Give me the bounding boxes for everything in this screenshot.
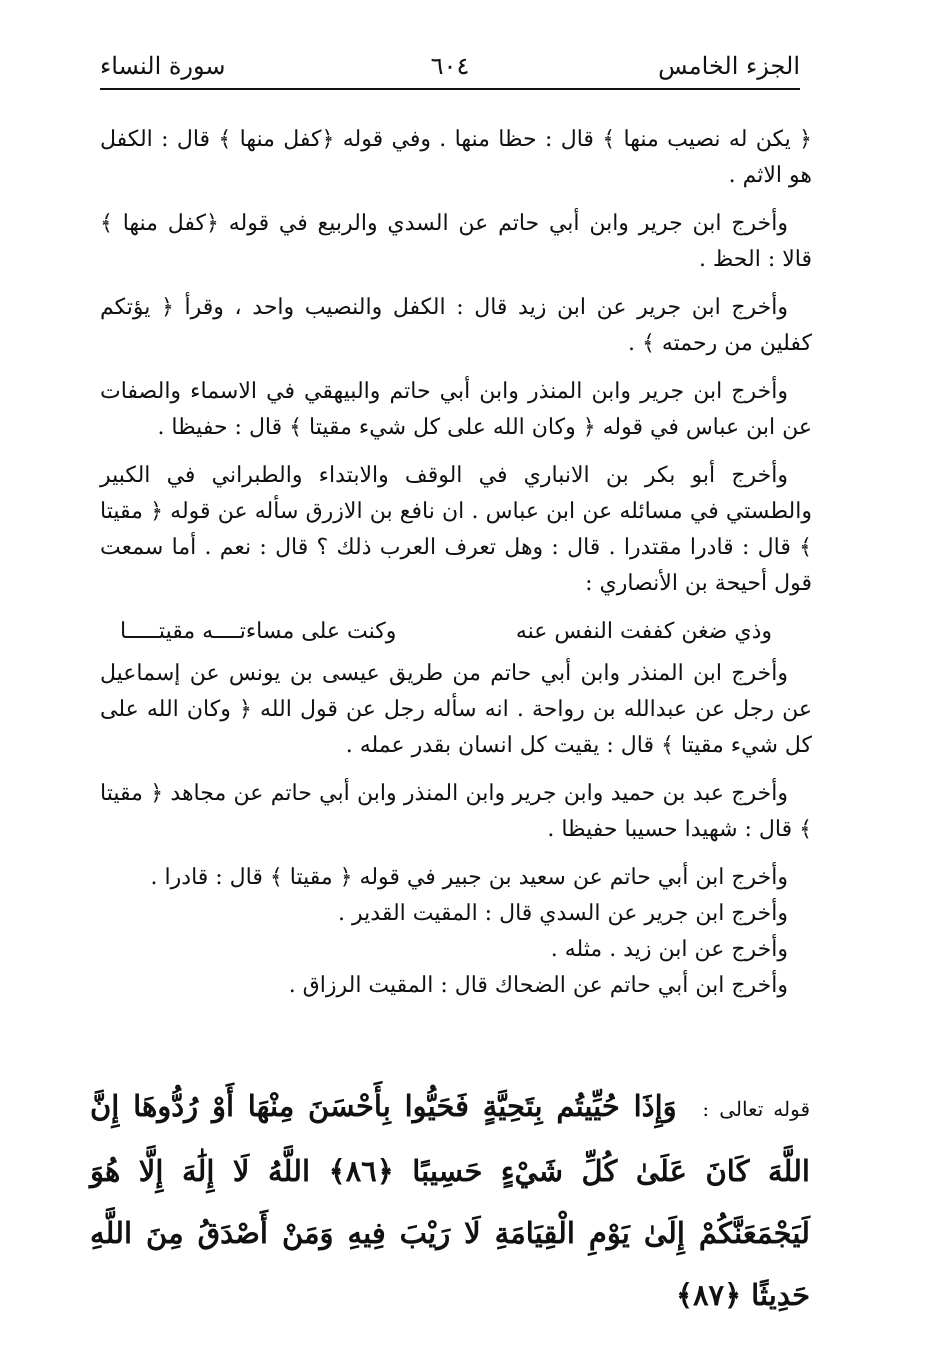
commentary-body bbox=[100, 122, 812, 1016]
poem-line bbox=[100, 614, 812, 650]
verse-intro: قوله تعالى : bbox=[702, 1097, 811, 1121]
paragraph-2: وأخرج ابن جرير وابن أبي حاتم عن السدي والربيع في قوله ﴿كفل منها ﴾ قالا : الحظ . bbox=[100, 211, 812, 272]
poem-second-hemistich: وكنت على مساءتــــه مقيتـــــا bbox=[120, 619, 397, 644]
paragraph-10: وأخرج عن ابن زيد . مثله . bbox=[550, 937, 788, 962]
juz-title: الجزء الخامس bbox=[658, 52, 800, 80]
surah-title: سورة النساء bbox=[100, 52, 226, 80]
page-header bbox=[100, 48, 800, 90]
paragraph-5: وأخرج أبو بكر بن الانباري في الوقف والابتداء والطبراني في الكبير والطستي في مسائله عن ابن عباس . ان نافع بن الازرق سأله عن قوله ﴿ مقيتا ﴾ قال : قادرا مقتدرا . قال : وهل تعرف العرب ذلك ؟ قال : نعم . أما سمعت قول أحيحة بن الأنصاري : bbox=[100, 463, 812, 596]
paragraph-7: وأخرج عبد بن حميد وابن جرير وابن المنذر وابن أبي حاتم عن مجاهد ﴿ مقيتا ﴾ قال : شهيدا حسيبا حفيظا . bbox=[100, 781, 812, 842]
paragraph-11: وأخرج ابن أبي حاتم عن الضحاك قال : المقيت الرزاق . bbox=[288, 973, 788, 998]
page-number: ٦٠٤ bbox=[430, 52, 470, 80]
paragraph-3: وأخرج ابن جرير عن ابن زيد قال : الكفل والنصيب واحد ، وقرأ ﴿ يؤتكم كفلين من رحمته ﴾ . bbox=[100, 295, 812, 356]
paragraph-1: ﴿ يكن له نصيب منها ﴾ قال : حظا منها . وفي قوله ﴿كفل منها ﴾ قال : الكفل هو الاثم . bbox=[100, 127, 812, 188]
verse-text: وَإِذَا حُيِّيتُم بِتَحِيَّةٍ فَحَيُّوا بِأَحْسَنَ مِنْهَا أَوْ رُدُّوهَا إِنَّ اللَّهَ كَانَ عَلَىٰ كُلِّ شَيْءٍ حَسِيبًا ﴿٨٦﴾ اللَّهُ لَا إِلَٰهَ إِلَّا هُوَ لَيَجْمَعَنَّكُمْ إِلَىٰ يَوْمِ الْقِيَامَةِ لَا رَيْبَ فِيهِ وَمَنْ أَصْدَقُ مِنَ اللَّهِ حَدِيثًا ﴿٨٧﴾ bbox=[90, 1089, 810, 1312]
poem-first-hemistich: وذي ضغن كففت النفس عنه bbox=[515, 619, 772, 644]
paragraph-9: وأخرج ابن جرير عن السدي قال : المقيت القدير . bbox=[338, 901, 788, 926]
paragraph-6: وأخرج ابن المنذر وابن أبي حاتم من طريق عيسى بن يونس عن إسماعيل عن رجل عن عبدالله بن رواحة . انه سأله رجل عن قول الله ﴿ وكان الله على كل شيء مقيتا ﴾ قال : يقيت كل انسان بقدر عمله . bbox=[100, 661, 812, 758]
paragraph-8: وأخرج ابن أبي حاتم عن سعيد بن جبير في قوله ﴿ مقيتا ﴾ قال : قادرا . bbox=[150, 865, 788, 890]
paragraph-4: وأخرج ابن جرير وابن المنذر وابن أبي حاتم والبيهقي في الاسماء والصفات عن ابن عباس في قوله ﴿ وكان الله على كل شيء مقيتا ﴾ قال : حفيظا . bbox=[100, 379, 812, 440]
quran-verse-block bbox=[90, 1075, 810, 1326]
